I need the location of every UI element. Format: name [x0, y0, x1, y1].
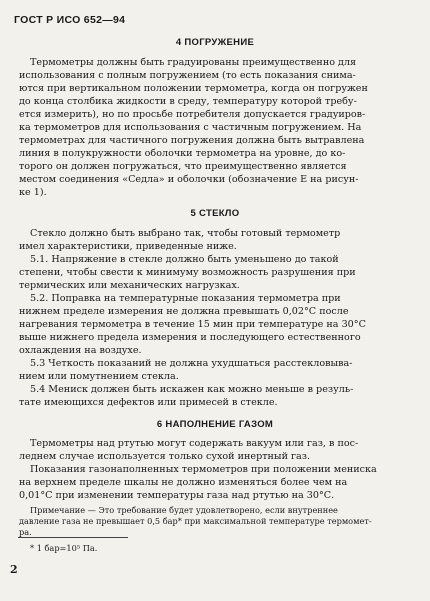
section-5-line: Стекло должно быть выбрано так, чтобы готовый термометр — [30, 228, 341, 239]
section-4-line: ка термометров для использования с частичным погружением. На — [19, 122, 362, 133]
section-6-line: леднем случае используется только сухой инертный газ. — [19, 451, 311, 462]
section-5-line: тате имеющихся дефектов или примесей в стекле. — [19, 397, 278, 408]
section-4-line: торого он должен погружаться, что преимущественно является — [19, 161, 347, 172]
section-5-line: выше нижнего предела измерения и последующего естественного — [19, 332, 361, 343]
section-4-line: Термометры должны быть градуированы преимущественно для — [30, 57, 357, 68]
section-5-line: нием или помутнением стекла. — [19, 371, 179, 382]
section-4-line: ке 1). — [19, 187, 47, 198]
section-5-line: охлаждения на воздухе. — [19, 345, 142, 356]
section-4-line: линия в полукружности оболочки термометра на уровне, до ко- — [19, 148, 346, 159]
section-4-line: термометрах для частичного погружения должна быть вытравлена — [19, 135, 365, 146]
section-title-immersion: 4 ПОГРУЖЕНИЕ — [175, 37, 255, 48]
section-5-line: 5.3 Четкость показаний не должна ухудшаться расстекловыва- — [30, 358, 353, 369]
document-header: ГОСТ Р ИСО 652—94 — [14, 14, 126, 26]
note-line: Примечание — Это требование будет удовлетворено, если внутреннее — [30, 505, 338, 515]
section-6-line: на верхнем пределе шкалы не должно изменяться более чем на — [19, 477, 348, 488]
section-4-line: ются при вертикальном положении термометра, когда он погружен — [19, 83, 368, 94]
section-5-line: нагревания термометра в течение 15 мин при температуре на 30°С — [19, 319, 366, 330]
footnote: * 1 бар=10⁵ Па. — [30, 543, 98, 553]
footnote-divider — [18, 537, 128, 538]
section-6-line: 0,01°С при изменении температуры газа над ртутью на 30°С. — [19, 490, 335, 501]
section-4-line: ется измерить), но по просьбе потребителя допускается градуиров- — [19, 109, 366, 120]
section-5-line: 5.4 Мениск должен быть искажен как можно меньше в резуль- — [30, 384, 354, 395]
section-5-line: 5.2. Поправка на температурные показания термометра при — [30, 293, 341, 304]
section-4-line: использования с полным погружением (то есть показания снима- — [19, 70, 356, 81]
note-line: давление газа не превышает 0,5 бар* при максимальной температуре термомет- — [19, 516, 372, 526]
section-4-line: местом соединения «Седла» и оболочки (обозначение E на рисун- — [19, 174, 359, 185]
section-title-glass: 5 СТЕКЛО — [190, 208, 240, 219]
section-title-gas-filling: 6 НАПОЛНЕНИЕ ГАЗОМ — [156, 419, 274, 430]
section-6-line: Термометры над ртутью могут содержать вакуум или газ, в пос- — [30, 438, 359, 449]
section-6-line: Показания газонаполненных термометров при положении мениска — [30, 464, 377, 475]
section-4-line: до конца столбика жидкости в среду, температуру которой требу- — [19, 96, 357, 107]
section-5-line: нижнем пределе измерения не должна превышать 0,02°С после — [19, 306, 349, 317]
page-number: 2 — [10, 563, 18, 576]
section-5-line: степени, чтобы свести к минимуму возможность разрушения при — [19, 267, 356, 278]
note-line: ра. — [19, 527, 32, 537]
section-5-line: термических или механических нагрузках. — [19, 280, 240, 291]
section-5-line: 5.1. Напряжение в стекле должно быть уменьшено до такой — [30, 254, 339, 265]
section-5-line: имел характеристики, приведенные ниже. — [19, 241, 237, 252]
